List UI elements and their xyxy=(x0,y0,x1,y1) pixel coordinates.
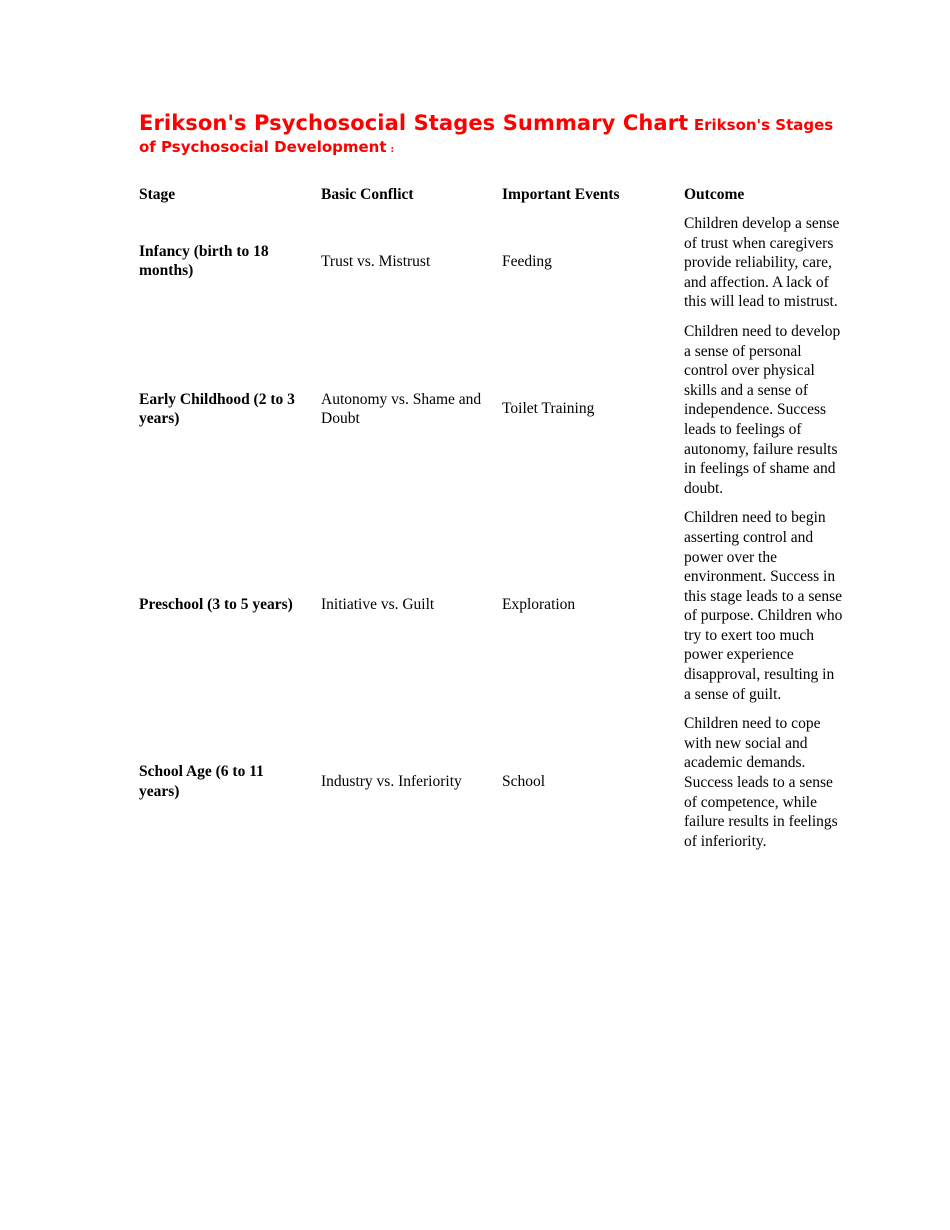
title-block xyxy=(139,112,839,161)
stage-cell: School Age (6 to 11 years) xyxy=(139,763,264,800)
stage-cell: Early Childhood (2 to 3 years) xyxy=(139,390,295,428)
events-cell: School xyxy=(502,773,546,791)
outcome-cell: Children need to cope with new social and academic demands. Success leads to a sense of competence, while failure results in feelings of inferiority. xyxy=(684,715,838,850)
stage-cell: Infancy (birth to 18 months) xyxy=(139,242,269,280)
outcome-cell: Children develop a sense of trust when caregivers provide reliability, care, and affection. A lack of this will lead to mistrust. xyxy=(684,215,840,311)
table-row xyxy=(139,708,844,855)
conflict-cell: Initiative vs. Guilt xyxy=(321,596,435,614)
header-outcome: Outcome xyxy=(684,186,745,203)
table-header-row xyxy=(139,184,844,207)
table-row xyxy=(139,316,844,502)
outcome-cell: Children need to begin asserting control and power over the environment. Success in this stage leads to a sense of purpose. Children who try to exert too much power experience disapproval, resulting in a sense of guilt. xyxy=(684,509,843,703)
events-cell: Exploration xyxy=(502,596,576,614)
header-stage: Stage xyxy=(139,186,176,203)
table-row xyxy=(139,502,844,708)
page-title: Erikson's Psychosocial Stages Summary Chart xyxy=(139,111,689,135)
outcome-cell: Children need to develop a sense of personal control over physical skills and a sense of independence. Success leads to feelings of autonomy, failure results in feelings of shame and doubt. xyxy=(684,322,841,497)
events-cell: Toilet Training xyxy=(502,400,595,418)
subtitle-colon: : xyxy=(390,145,395,155)
conflict-cell: Autonomy vs. Shame and Doubt xyxy=(321,390,482,428)
header-important-events: Important Events xyxy=(502,186,620,203)
conflict-cell: Trust vs. Mistrust xyxy=(321,252,431,270)
table-row xyxy=(139,207,844,316)
stage-cell: Preschool (3 to 5 years) xyxy=(139,596,293,614)
events-cell: Feeding xyxy=(502,252,552,270)
page-subtitle: Erikson's Stages of Psychosocial Development xyxy=(139,116,834,156)
conflict-cell: Industry vs. Inferiority xyxy=(321,773,462,791)
header-basic-conflict: Basic Conflict xyxy=(321,186,414,203)
stages-table xyxy=(139,184,844,855)
